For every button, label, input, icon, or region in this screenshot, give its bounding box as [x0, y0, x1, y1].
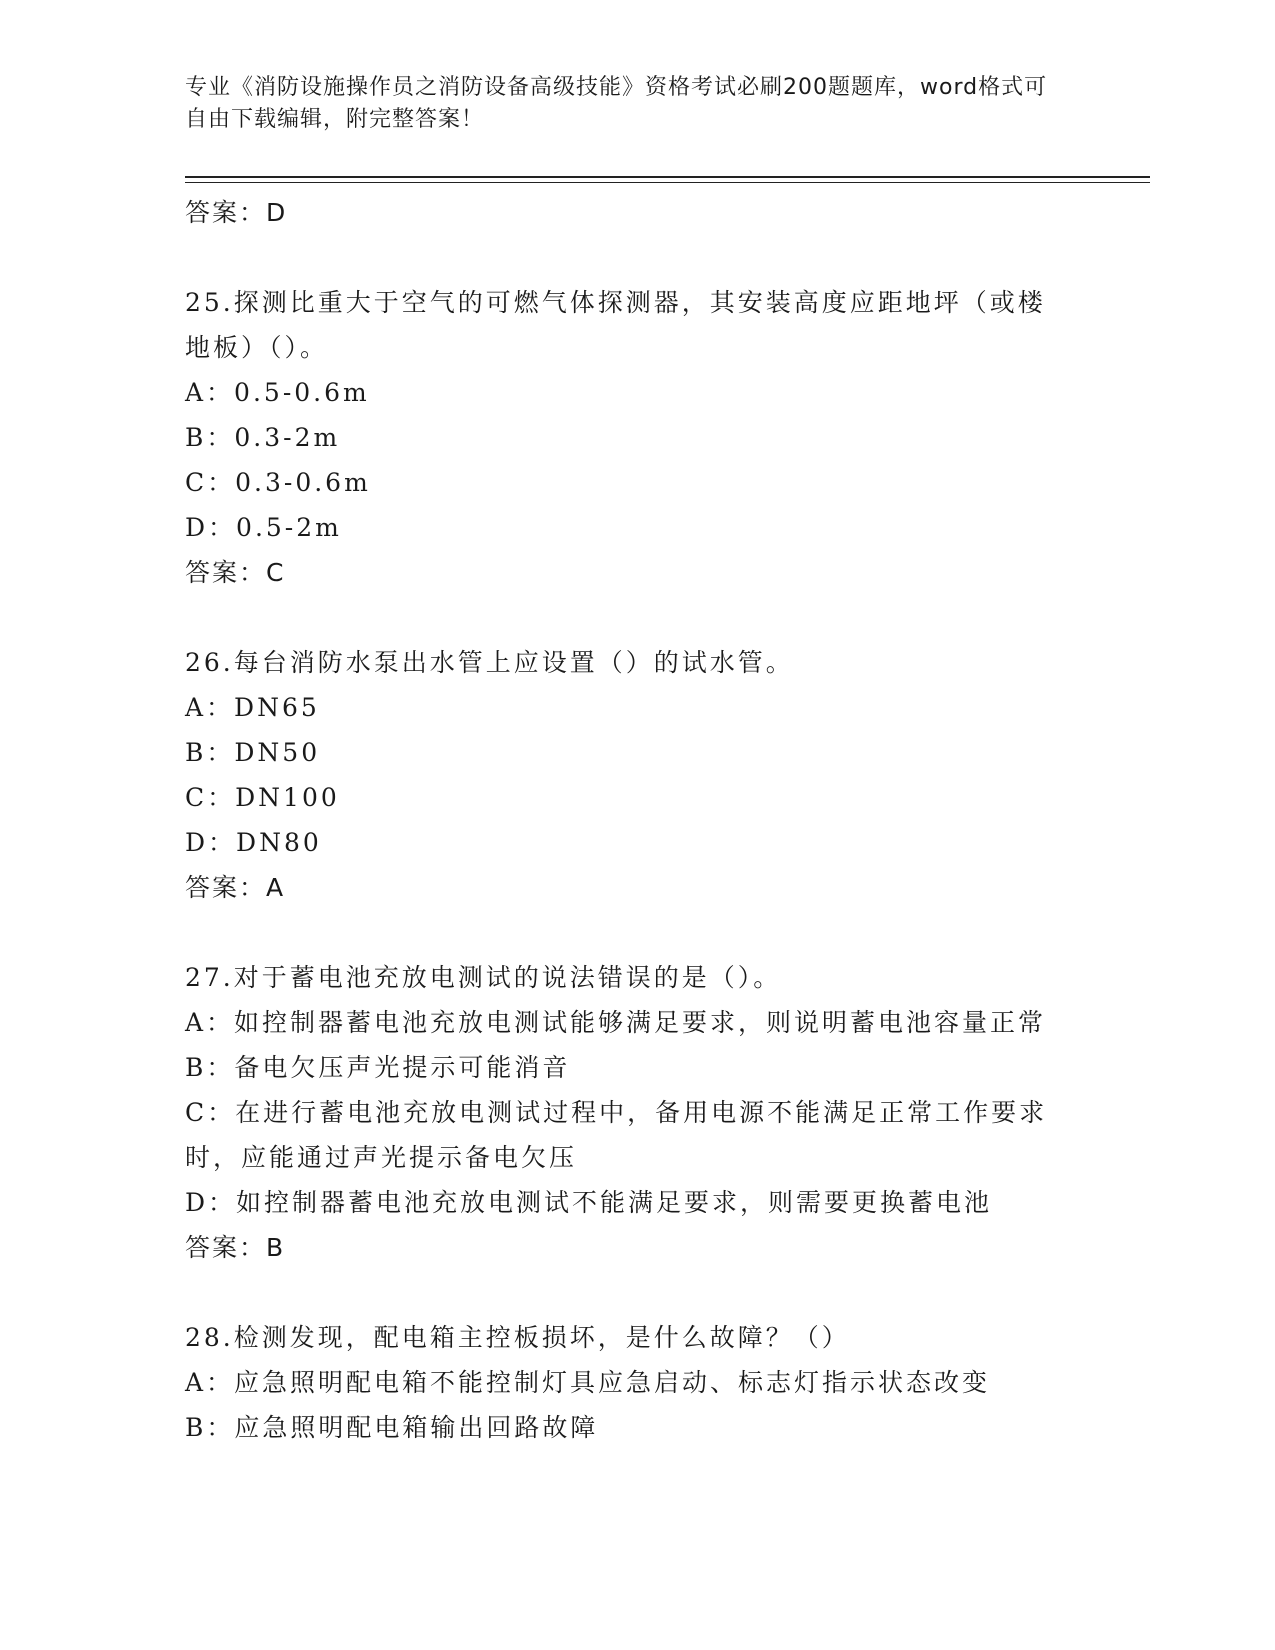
- question-26: [185, 640, 1125, 910]
- option-c: C：DN100: [185, 783, 340, 812]
- option-d: D：DN80: [185, 828, 322, 857]
- option-d: D：如控制器蓄电池充放电测试不能满足要求，则需要更换蓄电池: [185, 1188, 993, 1217]
- header-rule-thick: [185, 176, 1150, 178]
- answer-line: 答案：A: [185, 873, 286, 902]
- option-a: A：应急照明配电箱不能控制灯具应急启动、标志灯指示状态改变: [185, 1368, 991, 1397]
- option-b: B：备电欠压声光提示可能消音: [185, 1053, 571, 1082]
- question-25: [185, 280, 1125, 595]
- option-a: A：如控制器蓄电池充放电测试能够满足要求，则说明蓄电池容量正常: [185, 1008, 1047, 1037]
- option-c: C：0.3-0.6m: [185, 468, 371, 497]
- spacer: [185, 595, 1125, 640]
- question-stem: 26.每台消防水泵出水管上应设置（）的试水管。: [185, 648, 794, 677]
- option-b: B：应急照明配电箱输出回路故障: [185, 1413, 599, 1442]
- option-b: B：0.3-2m: [185, 423, 341, 452]
- question-stem: 27.对于蓄电池充放电测试的说法错误的是（）。: [185, 963, 782, 992]
- header-rule-thin: [185, 182, 1150, 183]
- spacer: [185, 910, 1125, 955]
- answer-line: 答案：D: [185, 198, 288, 227]
- option-a: A：0.5-0.6m: [185, 378, 370, 407]
- document-header: 专业《消防设施操作员之消防设备高级技能》资格考试必刷200题题库，word格式可自由下载编辑，附完整答案！: [185, 75, 1048, 132]
- question-stem-continued: 地板）（）。: [185, 333, 329, 362]
- spacer: [185, 235, 1125, 280]
- question-stem: 28.检测发现，配电箱主控板损坏，是什么故障？（）: [185, 1323, 850, 1352]
- option-a: A：DN65: [185, 693, 320, 722]
- option-d: D：0.5-2m: [185, 513, 342, 542]
- question-28: [185, 1315, 1125, 1450]
- question-27: [185, 955, 1125, 1270]
- question-stem: 25.探测比重大于空气的可燃气体探测器，其安装高度应距地坪（或楼: [185, 288, 1046, 317]
- option-c: C：在进行蓄电池充放电测试过程中，备用电源不能满足正常工作要求: [185, 1098, 1048, 1127]
- answer-line: 答案：C: [185, 558, 286, 587]
- answer-line: 答案：B: [185, 1233, 286, 1262]
- spacer: [185, 1270, 1125, 1315]
- option-b: B：DN50: [185, 738, 321, 767]
- option-c-continued: 时，应能通过声光提示备电欠压: [185, 1143, 578, 1172]
- question-list: [185, 190, 1125, 1450]
